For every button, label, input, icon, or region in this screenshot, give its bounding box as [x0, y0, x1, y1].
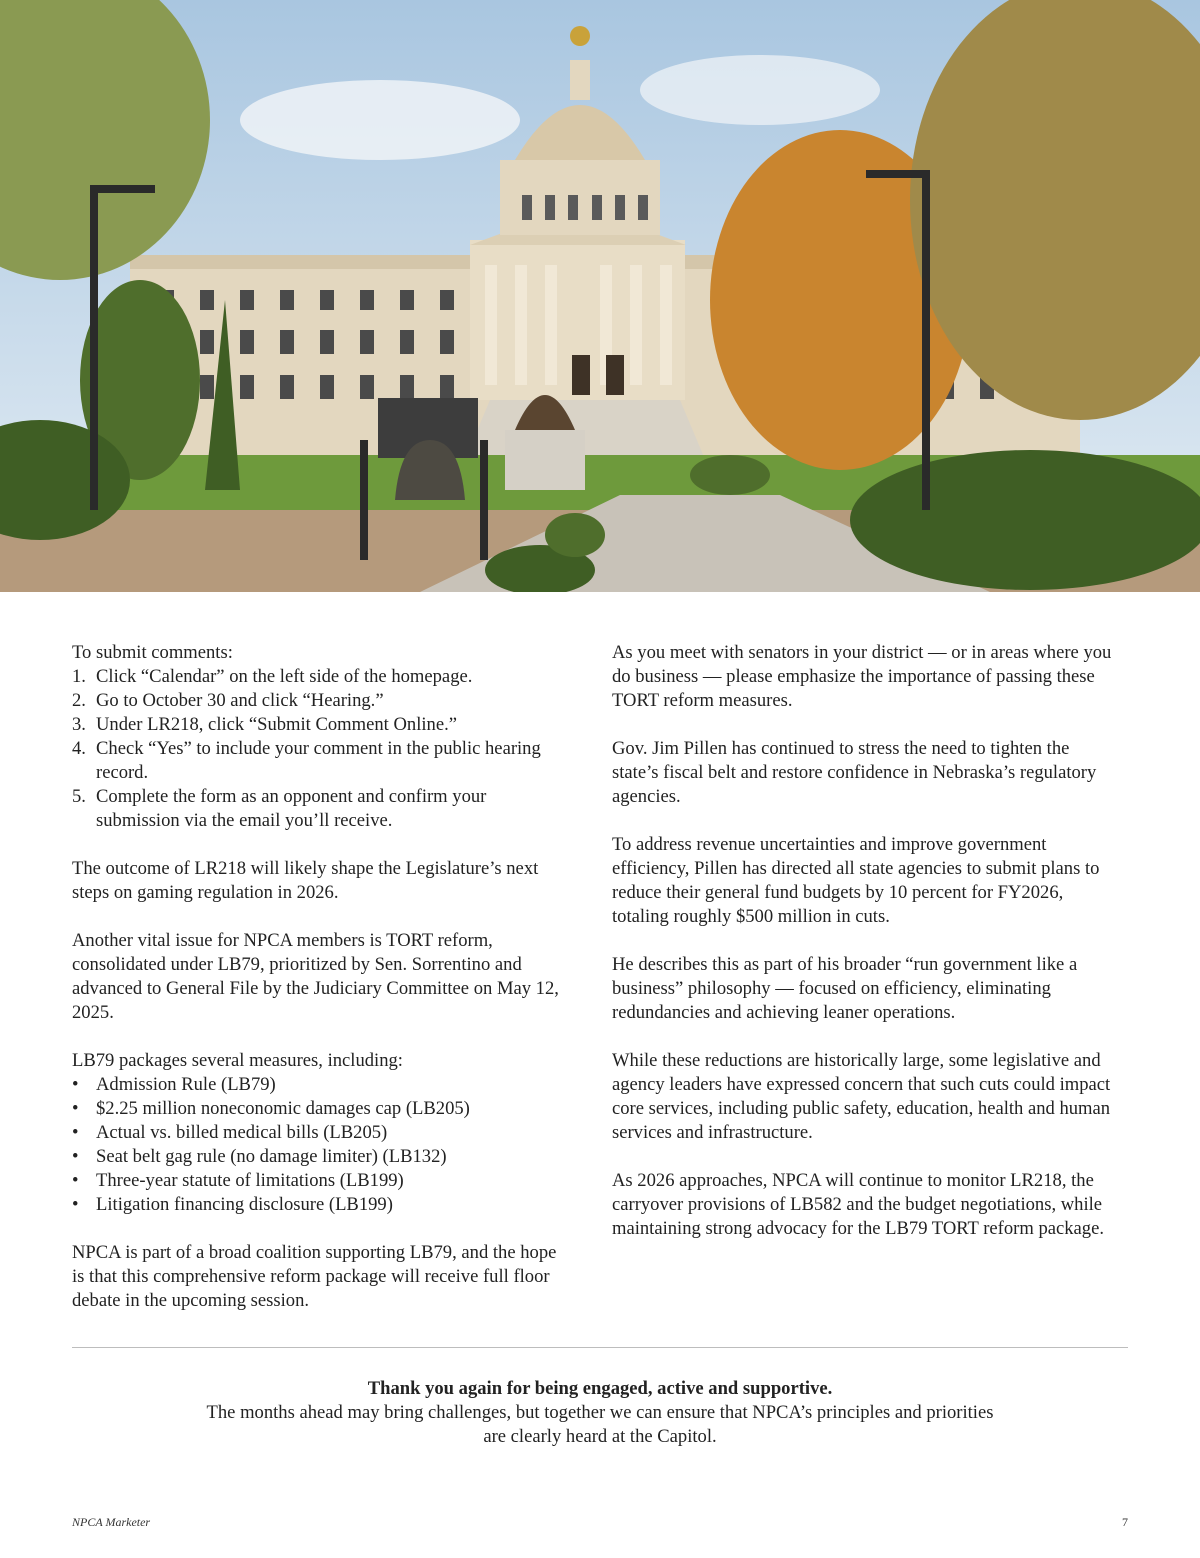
step-number: 1.: [72, 666, 86, 687]
bullet-icon: •: [72, 1122, 79, 1143]
tort-paragraph: Another vital issue for NPCA members is TORT reform, consolidated under LB79, prioritized by Sen. Sorrentino and advanced to General File by the Judiciary Committee on May 12, 2025.: [72, 930, 559, 1023]
measure-text: Admission Rule (LB79): [96, 1074, 276, 1095]
step-number: 2.: [72, 690, 86, 711]
list-item: [72, 1121, 572, 1145]
list-item: [72, 1193, 572, 1217]
list-item: [72, 665, 572, 689]
list-item: [72, 737, 572, 785]
revenue-paragraph: To address revenue uncertainties and improve government efficiency, Pillen has directed all state agencies to submit plans to reduce their general fund budgets by 10 percent for FY2026, totaling roughly $500 million in cuts.: [612, 834, 1100, 927]
step-text: Under LR218, click “Submit Comment Online.”: [96, 714, 457, 735]
governor-paragraph: Gov. Jim Pillen has continued to stress the need to tighten the state’s fiscal belt and restore confidence in Nebraska’s regulatory agencies.: [612, 738, 1097, 807]
measure-text: Actual vs. billed medical bills (LB205): [96, 1122, 388, 1143]
monitor-paragraph: As 2026 approaches, NPCA will continue to monitor LR218, the carryover provisions of LB582 and the budget negotiations, while maintaining strong advocacy for the LB79 TORT reform package.: [612, 1170, 1104, 1239]
closing-message: [72, 1377, 1128, 1449]
list-item: [72, 713, 572, 737]
bullet-icon: •: [72, 1074, 79, 1095]
right-column: [612, 641, 1112, 1265]
step-text: Click “Calendar” on the left side of the homepage.: [96, 666, 473, 687]
measure-text: Litigation financing disclosure (LB199): [96, 1194, 393, 1215]
step-text: Complete the form as an opponent and confirm your submission via the email you’ll receive.: [96, 786, 487, 831]
bullet-icon: •: [72, 1170, 79, 1191]
measure-text: $2.25 million noneconomic damages cap (LB205): [96, 1098, 470, 1119]
measure-text: Seat belt gag rule (no damage limiter) (LB132): [96, 1146, 447, 1167]
senators-paragraph: As you meet with senators in your district — or in areas where you do business — please emphasize the importance of passing these TORT reform measures.: [612, 642, 1112, 711]
submission-steps: [72, 665, 572, 833]
closing-line: The months ahead may bring challenges, but together we can ensure that NPCA’s principles and priorities: [206, 1402, 994, 1423]
coalition-paragraph: NPCA is part of a broad coalition supporting LB79, and the hope is that this comprehensive reform package will receive full floor debate in the upcoming session.: [72, 1242, 557, 1311]
measure-text: Three-year statute of limitations (LB199): [96, 1170, 404, 1191]
page-number: 7: [1122, 1515, 1128, 1529]
publication-name: NPCA Marketer: [72, 1515, 151, 1529]
comments-intro: To submit comments:: [72, 642, 233, 663]
list-item: [72, 1145, 572, 1169]
bullet-icon: •: [72, 1098, 79, 1119]
divider: [72, 1347, 1128, 1348]
thanks-line: Thank you again for being engaged, active and supportive.: [367, 1378, 833, 1399]
left-column: [72, 641, 572, 1337]
business-paragraph: He describes this as part of his broader “run government like a business” philosophy — focused on efficiency, eliminating redundancies and achieving leaner operations.: [612, 954, 1078, 1023]
capitol-illustration: [0, 0, 1200, 592]
step-number: 4.: [72, 738, 86, 759]
step-text: Go to October 30 and click “Hearing.”: [96, 690, 384, 711]
step-number: 3.: [72, 714, 86, 735]
list-item: [72, 785, 572, 833]
list-item: [72, 1097, 572, 1121]
bullet-icon: •: [72, 1194, 79, 1215]
step-text: Check “Yes” to include your comment in the public hearing record.: [96, 738, 541, 783]
measures-list: [72, 1073, 572, 1217]
closing-line: are clearly heard at the Capitol.: [483, 1426, 717, 1447]
list-item: [72, 1073, 572, 1097]
list-item: [72, 689, 572, 713]
concern-paragraph: While these reductions are historically large, some legislative and agency leaders have expressed concern that such cuts could impact core services, including public safety, education, health and human services and infrastructure.: [612, 1050, 1111, 1143]
list-item: [72, 1169, 572, 1193]
outcome-paragraph: The outcome of LR218 will likely shape the Legislature’s next steps on gaming regulation in 2026.: [72, 858, 539, 903]
measures-intro: LB79 packages several measures, including:: [72, 1050, 403, 1071]
hero-photo: [0, 0, 1200, 592]
step-number: 5.: [72, 786, 86, 807]
bullet-icon: •: [72, 1146, 79, 1167]
